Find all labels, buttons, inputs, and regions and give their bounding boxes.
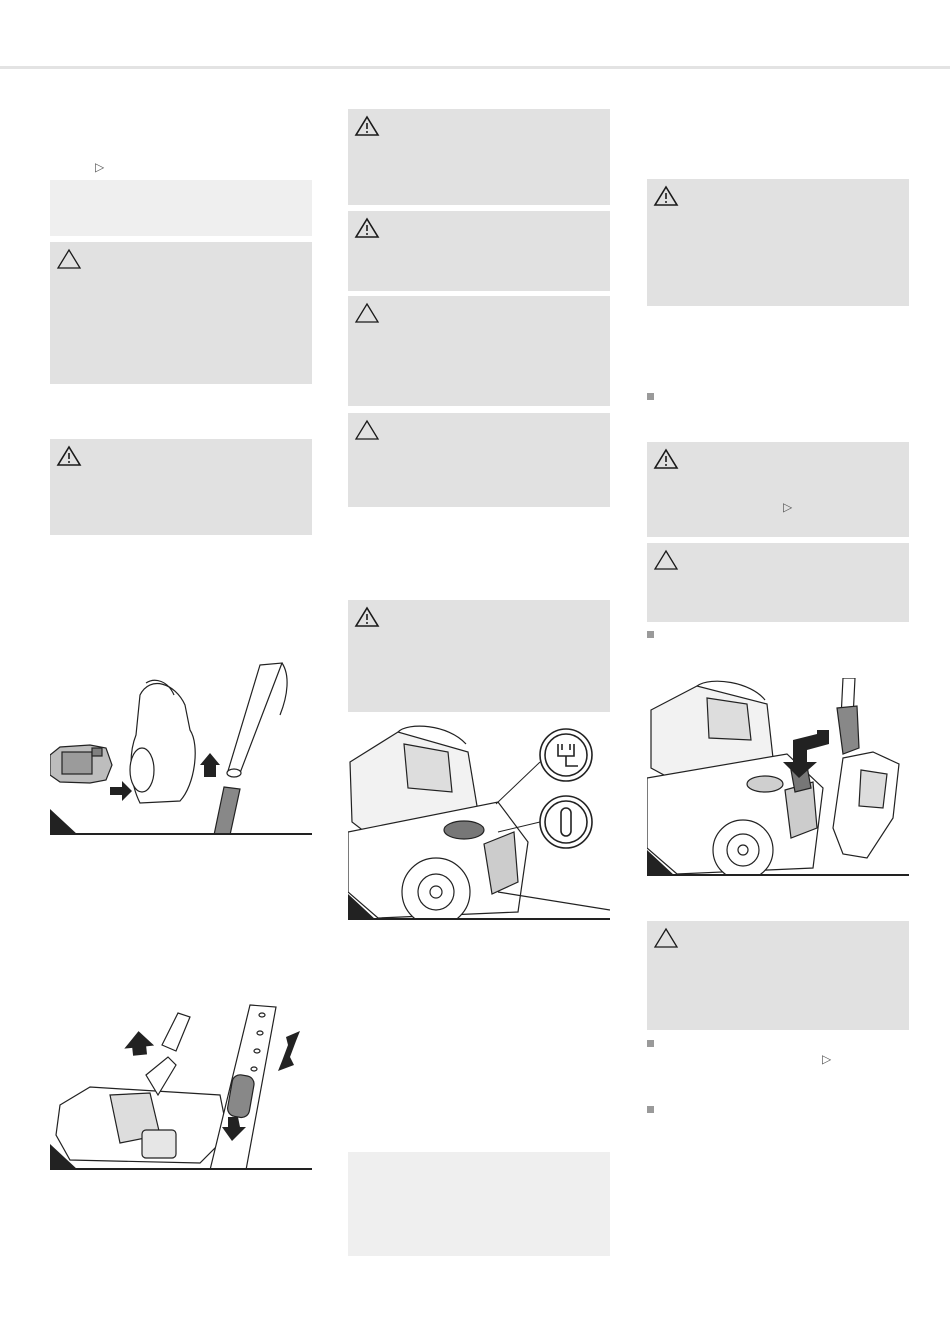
caution-box	[348, 296, 610, 406]
gray-square-bullet-icon	[647, 631, 654, 638]
note-box	[50, 180, 312, 236]
caution-box	[647, 543, 909, 622]
caution-triangle-icon	[354, 302, 380, 324]
warning-box	[647, 442, 909, 537]
figure-vacuum-power-plug	[348, 722, 610, 920]
caution-box	[50, 242, 312, 384]
plug-icon	[540, 729, 592, 781]
figure-nozzle-telescopic-tube	[50, 995, 312, 1170]
caution-triangle-icon	[56, 248, 82, 270]
warning-exclamation-icon	[354, 606, 380, 628]
note-box	[348, 1152, 610, 1256]
warning-box	[348, 211, 610, 291]
warning-box	[647, 179, 909, 306]
power-switch-icon	[540, 796, 592, 848]
caution-box	[348, 413, 610, 507]
figure-hose-assembly	[50, 655, 312, 835]
gray-square-bullet-icon	[647, 393, 654, 400]
gray-square-bullet-icon	[647, 1106, 654, 1113]
warning-box	[50, 439, 312, 535]
gray-square-bullet-icon	[647, 1040, 654, 1047]
caution-box	[647, 921, 909, 1030]
warning-exclamation-icon	[653, 448, 679, 470]
arrow-marker-icon: ▷	[95, 160, 105, 174]
arrow-marker-icon: ▷	[783, 500, 793, 514]
warning-exclamation-icon	[56, 445, 82, 467]
caution-triangle-icon	[653, 549, 679, 571]
warning-exclamation-icon	[354, 217, 380, 239]
caution-triangle-icon	[653, 927, 679, 949]
header-rule	[0, 66, 950, 69]
warning-box	[348, 600, 610, 712]
caution-triangle-icon	[354, 419, 380, 441]
figure-hose-attach	[647, 678, 909, 876]
warning-box	[348, 109, 610, 205]
arrow-marker-icon: ▷	[822, 1052, 832, 1066]
warning-exclamation-icon	[653, 185, 679, 207]
warning-exclamation-icon	[354, 115, 380, 137]
